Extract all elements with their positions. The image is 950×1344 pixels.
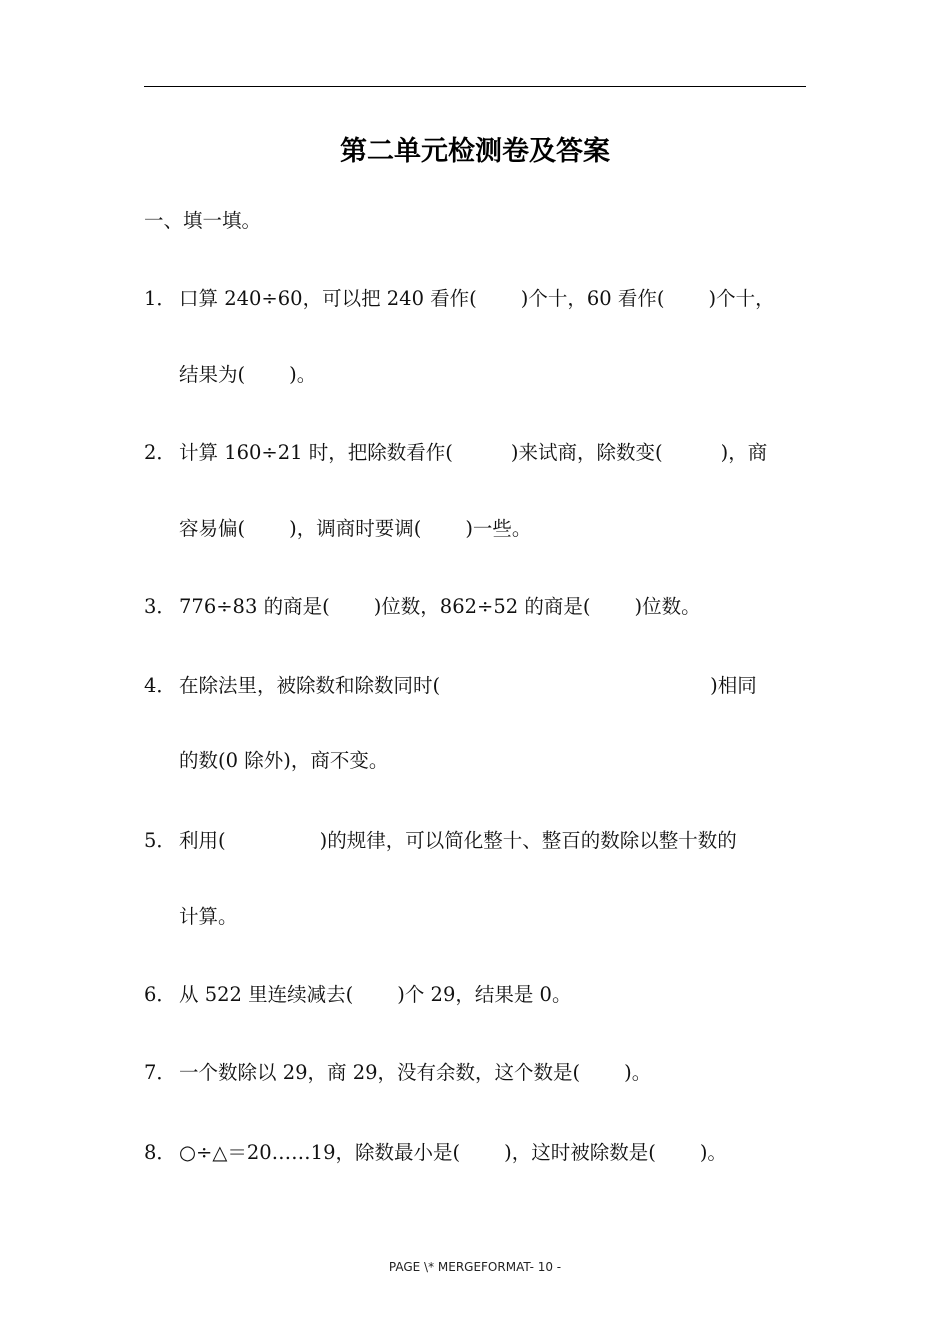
question-8-line-1: 8． ○÷△＝20……19，除数最小是( )，这时被除数是( )。 [144,1138,806,1168]
question-number: 8． [144,1141,176,1164]
question-number: 7． [144,1061,176,1084]
question-number: 3． [144,595,176,618]
page-title: 第二单元检测卷及答案 [340,136,610,167]
question-6-line-1: 6． 从 522 里连续减去( )个 29，结果是 0。 [144,980,806,1010]
section-heading: 一、填一填。 [144,209,262,232]
question-5-line-2: 计算。 [179,905,238,928]
question-number: 6． [144,983,176,1006]
question-2-line-2: 容易偏( )，调商时要调( )一些。 [179,517,532,540]
question-1-line-2: 结果为( )。 [179,363,317,386]
question-2-line-1: 2． 计算 160÷21 时，把除数看作( )来试商，除数变( )，商 [144,438,806,468]
question-4-line-1: 4． 在除法里，被除数和除数同时( )相同 [144,671,806,701]
question-number: 4． [144,674,176,697]
header-rule [144,86,806,87]
question-7-line-1: 7． 一个数除以 29，商 29，没有余数，这个数是( )。 [144,1058,806,1088]
question-1-line-1: 1． 口算 240÷60，可以把 240 看作( )个十，60 看作( )个十， [144,284,806,314]
question-number: 5． [144,829,176,852]
question-4-line-2: 的数(0 除外)，商不变。 [179,749,389,772]
question-3-line-1: 3． 776÷83 的商是( )位数，862÷52 的商是( )位数。 [144,592,806,622]
question-number: 2． [144,441,176,464]
question-number: 1． [144,287,176,310]
page-footer: PAGE \* MERGEFORMAT- 10 - [388,1260,562,1274]
question-5-line-1: 5． 利用( )的规律，可以简化整十、整百的数除以整十数的 [144,826,806,856]
